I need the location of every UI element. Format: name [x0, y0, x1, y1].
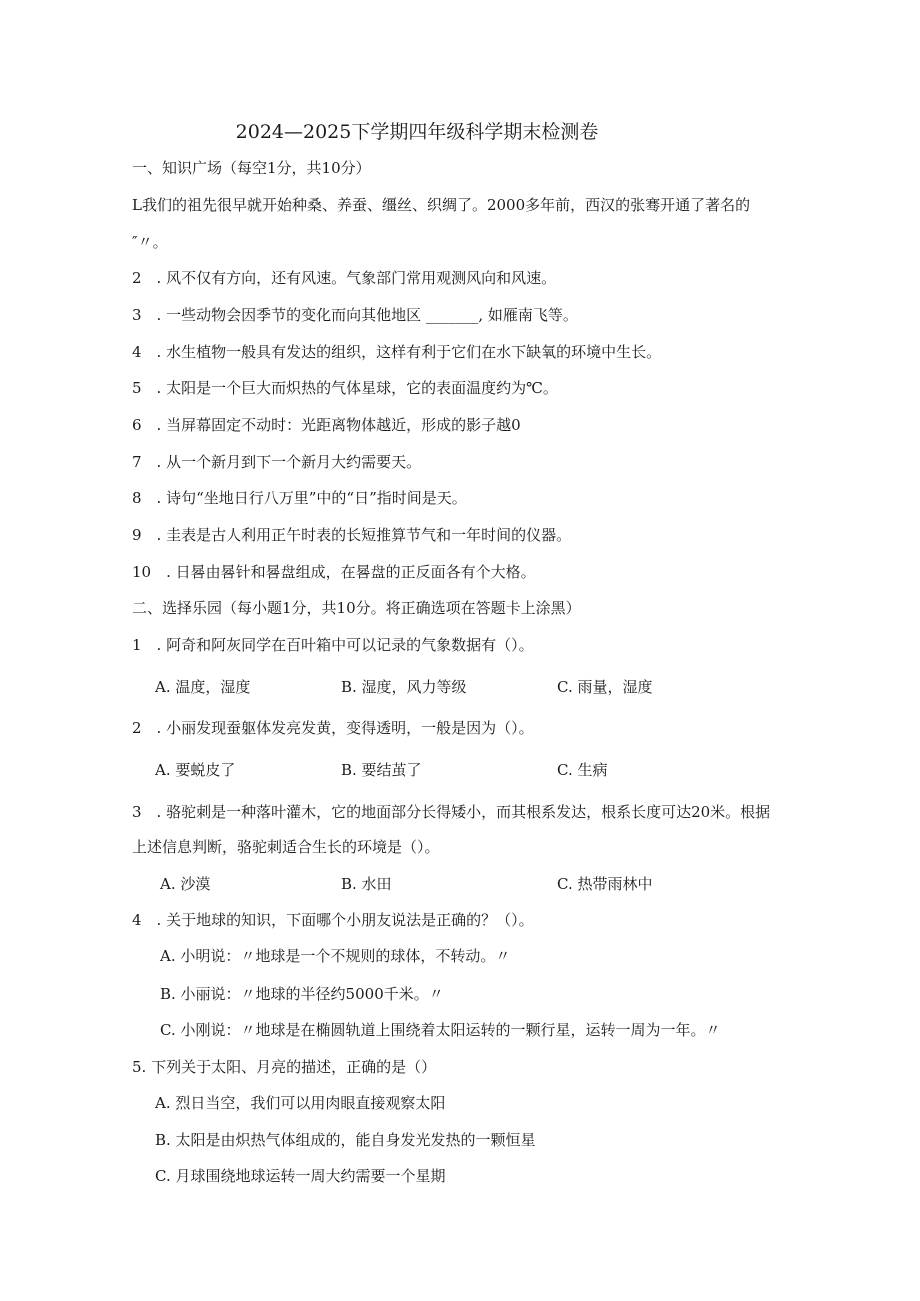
s2-q1-option-c: C. 雨量，湿度 — [557, 678, 653, 696]
s2-q5-option-a: A. 烈日当空，我们可以用肉眼直接观察太阳 — [155, 1094, 446, 1112]
s2-q4-option-a: A. 小明说：〃地球是一个不规则的球体，不转动。〃 — [160, 947, 511, 965]
s2-q2-option-b: B. 要结茧了 — [341, 761, 422, 779]
s1-question-5: 5 . 太阳是一个巨大而炽热的气体星球，它的表面温度约为℃。 — [132, 379, 558, 397]
s1-question-10: 10 . 日晷由晷针和晷盘组成，在晷盘的正反面各有个大格。 — [132, 563, 536, 581]
s2-q5-option-b: B. 太阳是由炽热气体组成的，能自身发光发热的一颗恒星 — [155, 1131, 536, 1149]
s1-question-7: 7 . 从一个新月到下一个新月大约需要天。 — [132, 453, 422, 471]
s2-question-3-line2: 上述信息判断，骆驼刺适合生长的环境是（）。 — [132, 838, 440, 856]
s2-question-1: 1 . 阿奇和阿灰同学在百叶箱中可以记录的气象数据有（）。 — [132, 636, 534, 654]
s1-question-3: 3 . 一些动物会因季节的变化而向其他地区 _______, 如雁南飞等。 — [132, 306, 578, 324]
s2-q3-option-b: B. 水田 — [341, 875, 392, 893]
s2-q2-option-a: A. 要蜕皮了 — [155, 761, 236, 779]
page-title: 2024—2025下学期四年级科学期末检测卷 — [235, 121, 599, 143]
s2-q1-option-b: B. 湿度，风力等级 — [341, 678, 467, 696]
s1-question-1-line1: L我们的祖先很早就开始种桑、养蚕、缰丝、织绸了。2000多年前，西汉的张骞开通了著名的 — [132, 196, 751, 214]
s1-question-6: 6 . 当屏幕固定不动时：光距离物体越近，形成的影子越0 — [132, 416, 521, 434]
s2-q1-option-a: A. 温度，湿度 — [155, 678, 251, 696]
s2-question-3-line1: 3 . 骆驼刺是一种落叶灌木，它的地面部分长得矮小，而其根系发达，根系长度可达20米。根据 — [132, 803, 771, 821]
s2-q3-option-a: A. 沙漠 — [160, 875, 211, 893]
s1-question-4: 4 . 水生植物一般具有发达的组织，这样有利于它们在水下缺氧的环境中生长。 — [132, 343, 662, 361]
s1-question-2: 2 . 风不仅有方向，还有风速。气象部门常用观测风向和风速。 — [132, 269, 557, 287]
s2-q4-option-b: B. 小丽说：〃地球的半径约5000千米。〃 — [160, 985, 444, 1003]
s1-question-1-line2: ″〃。 — [132, 233, 168, 251]
s1-question-9: 9 . 圭表是古人利用正午时表的长短推算节气和一年时间的仪器。 — [132, 526, 572, 544]
s2-q5-option-c: C. 月球围绕地球运转一周大约需要一个星期 — [155, 1167, 446, 1185]
s1-question-8: 8 . 诗句“坐地日行八万里”中的“日”指时间是天。 — [132, 489, 467, 507]
s2-q3-option-c: C. 热带雨林中 — [557, 875, 653, 893]
section1-heading: 一、知识广场（每空1分，共10分） — [132, 159, 371, 177]
s2-question-2: 2 . 小丽发现蚕躯体发亮发黄，变得透明，一般是因为（）。 — [132, 719, 534, 737]
s2-q2-option-c: C. 生病 — [557, 761, 608, 779]
section2-heading: 二、选择乐园（每小题1分，共10分。将正确选项在答题卡上涂黑） — [132, 599, 581, 617]
s2-q4-option-c: C. 小刚说：〃地球是在椭圆轨道上围绕着太阳运转的一颗行星，运转一周为一年。〃 — [160, 1021, 721, 1039]
s2-question-5: 5. 下列关于太阳、月亮的描述，正确的是（） — [132, 1058, 437, 1076]
s2-question-4: 4 . 关于地球的知识，下面哪个小朋友说法是正确的？（）。 — [132, 911, 534, 929]
